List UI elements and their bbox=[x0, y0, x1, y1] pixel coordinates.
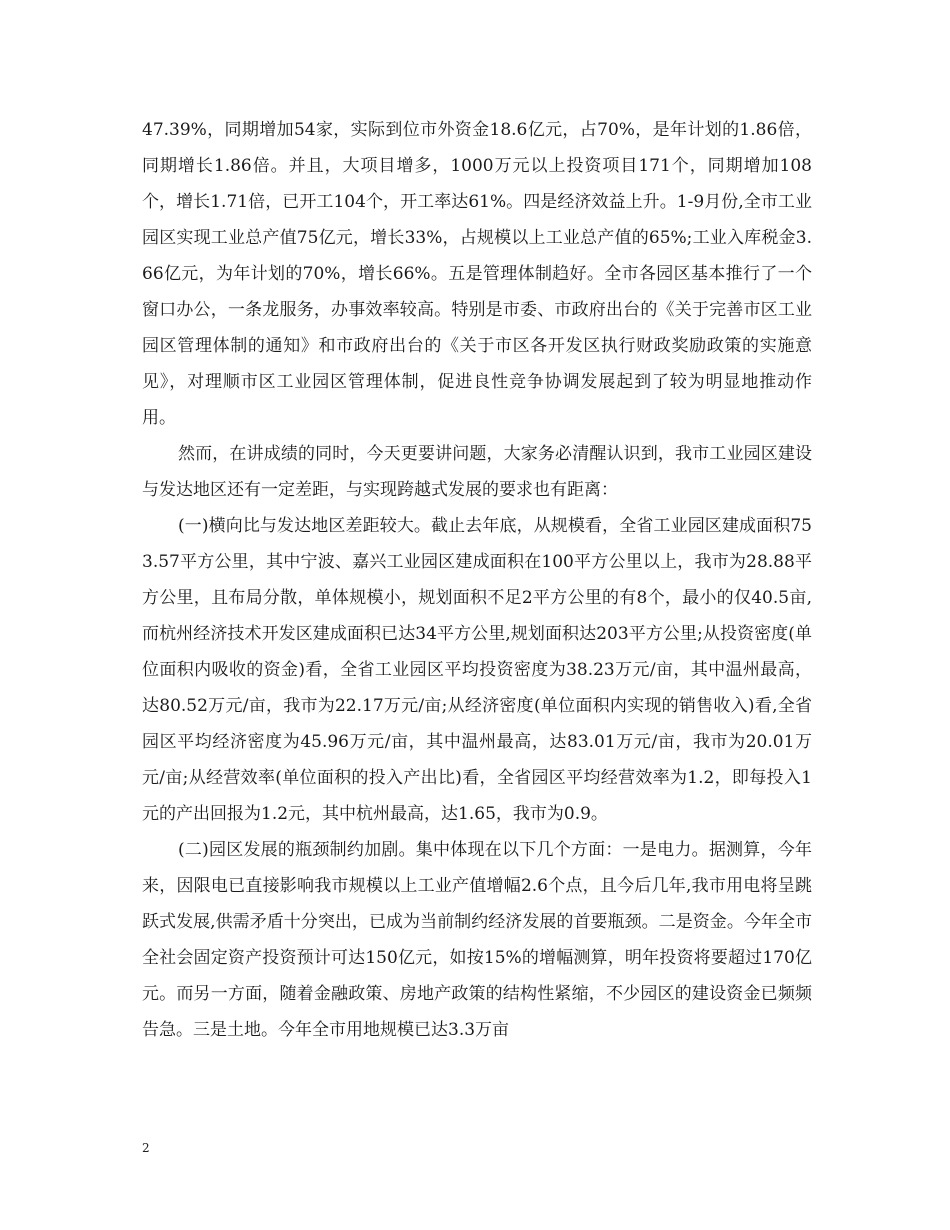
page-number: 2 bbox=[142, 1141, 150, 1155]
paragraph-3: (一)横向比与发达地区差距较大。截止去年底，从规模看，全省工业园区建成面积753.57平方公里，其中宁波、嘉兴工业园区建成面积在100平方公里以上，我市为28.88平方公里，且布局分散，单体规模小，规划面积不足2平方公里的有8个，最小的仅40.5亩,而杭州经济技术开发区建成面积已达34平方公里,规划面积达203平方公里;从投资密度(单位面积内吸收的资金)看，全省工业园区平均投资密度为38.23万元/亩，其中温州最高，达80.52万元/亩，我市为22.17万元/亩;从经济密度(单位面积内实现的销售收入)看,全省园区平均经济密度为45.96万元/亩，其中温州最高，达83.01万元/亩，我市为20.01万元/亩;从经营效率(单位面积的投入产出比)看，全省园区平均经营效率为1.2，即每投入1元的产出回报为1.2元，其中杭州最高，达1.65，我市为0.9。 bbox=[142, 516, 812, 824]
paragraph-1: 47.39%，同期增加54家，实际到位市外资金18.6亿元，占70%，是年计划的1.86倍，同期增长1.86倍。并且，大项目增多，1000万元以上投资项目171个，同期增加108个，增长1.71倍，已开工104个，开工率达61%。四是经济效益上升。1-9月份,全市工业园区实现工业总产值75亿元，增长33%，占规模以上工业总产值的65%;工业入库税金3.66亿元，为年计划的70%，增长66%。五是管理体制趋好。全市各园区基本推行了一个窗口办公，一条龙服务，办事效率较高。特别是市委、市政府出台的《关于完善市区工业园区管理体制的通知》和市政府出台的《关于市区各开发区执行财政奖励政策的实施意见》，对理顺市区工业园区管理体制，促进良性竞争协调发展起到了较为明显地推动作用。 bbox=[142, 120, 812, 428]
paragraph-4: (二)园区发展的瓶颈制约加剧。集中体现在以下几个方面：一是电力。据测算，今年来，因限电已直接影响我市规模以上工业产值增幅2.6个点，且今后几年,我市用电将呈跳跃式发展,供需矛盾十分突出，已成为当前制约经济发展的首要瓶颈。二是资金。今年全市全社会固定资产投资预计可达150亿元，如按15%的增幅测算，明年投资将要超过170亿元。而另一方面，随着金融政策、房地产政策的结构性紧缩，不少园区的建设资金已频频告急。三是土地。今年全市用地规模已达3.3万亩 bbox=[142, 840, 812, 1040]
document-body bbox=[142, 112, 812, 1048]
paragraph-2: 然而，在讲成绩的同时，今天更要讲问题，大家务必清醒认识到，我市工业园区建设与发达地区还有一定差距，与实现跨越式发展的要求也有距离： bbox=[142, 444, 812, 500]
